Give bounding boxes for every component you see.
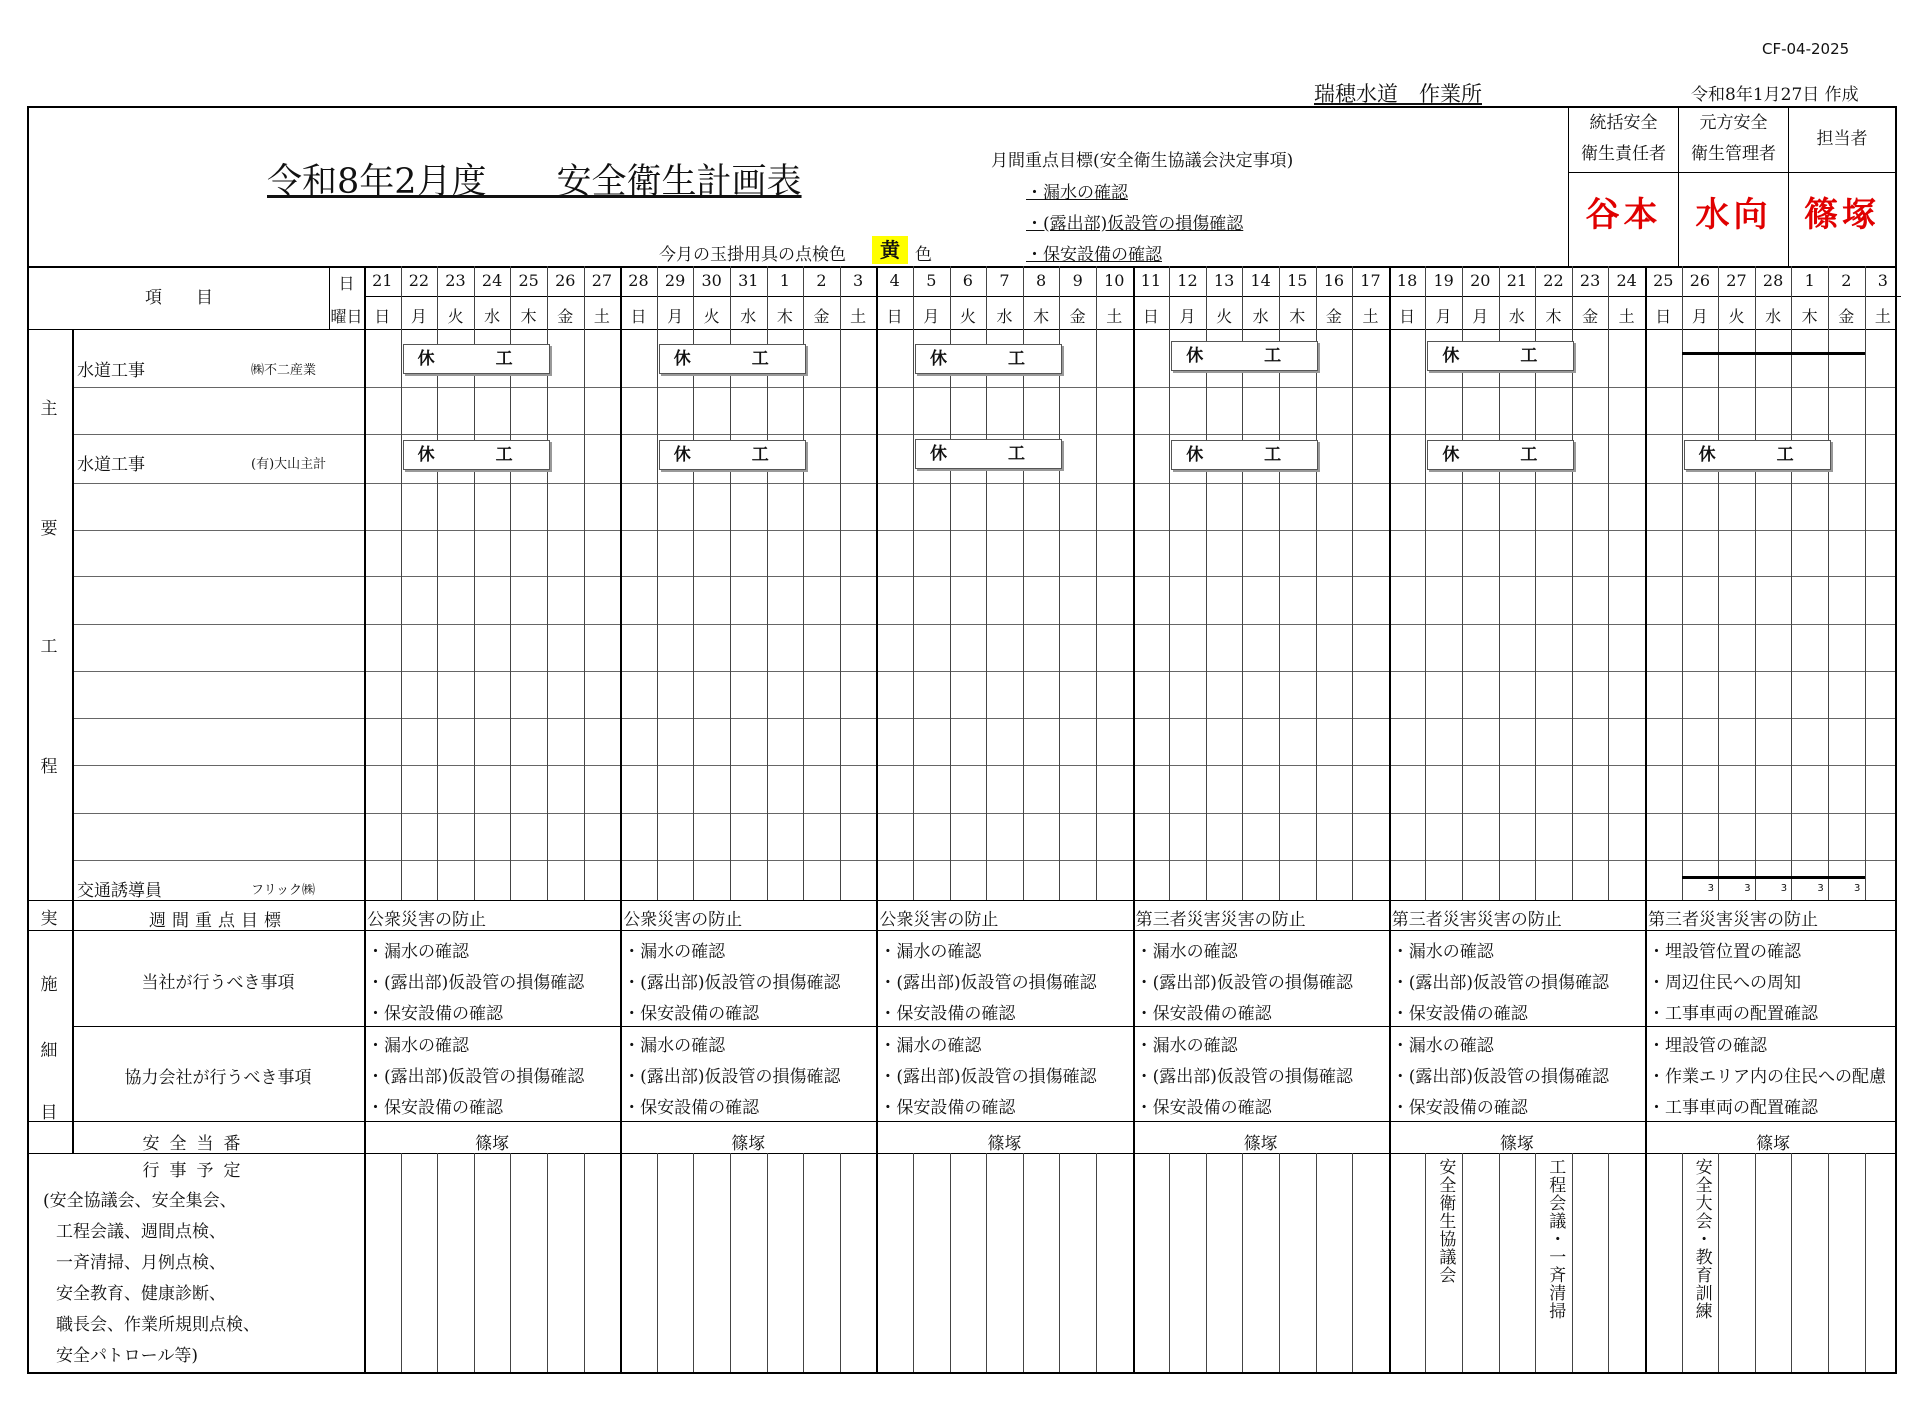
signature-stamp: 谷本 <box>1585 195 1662 235</box>
scheduled-event: 安全衛生協議会 <box>1435 1158 1456 1284</box>
day-number: 20 <box>1470 271 1491 290</box>
weekday-cell: 金 <box>1325 307 1342 326</box>
weekday-cell: 土 <box>593 307 610 326</box>
weekday-cell: 金 <box>1838 307 1855 326</box>
safety-duty-name: 篠塚 <box>1243 1134 1278 1154</box>
event-day-line <box>547 1153 548 1372</box>
event-day-line <box>1718 1153 1719 1372</box>
our-task-item: ・保安設備の確認 <box>623 1004 760 1024</box>
day-number: 1 <box>779 271 790 290</box>
work-row-rule <box>72 434 1895 435</box>
work-row-rule <box>72 387 1895 388</box>
our-task-item: ・保安設備の確認 <box>1135 1004 1272 1024</box>
weekday-cell: 火 <box>959 307 976 326</box>
schedule-grid <box>29 108 1895 1372</box>
safety-duty-name: 篠塚 <box>731 1134 766 1154</box>
section-label-main: 工 <box>40 637 58 657</box>
event-day-line <box>840 1153 841 1372</box>
work-name: 水道工事 <box>77 455 145 475</box>
holiday-box: 休 工 <box>1427 341 1574 371</box>
day-number: 27 <box>591 271 613 290</box>
weekday-cell: 金 <box>813 307 830 326</box>
work-row-rule <box>72 624 1895 625</box>
guard-period-bar <box>1682 876 1865 879</box>
day-column-line <box>1645 266 1647 900</box>
weekday-cell: 月 <box>410 307 427 326</box>
weekday-cell: 水 <box>1508 307 1525 326</box>
weekly-goal: 公衆災害の防止 <box>879 910 999 930</box>
weekday-cell: 土 <box>1106 307 1123 326</box>
event-day-line <box>1682 1153 1683 1372</box>
weekly-goal: 第三者災害災害の防止 <box>1391 910 1562 930</box>
partner-task-item: ・工事車両の配置確認 <box>1648 1098 1818 1118</box>
weekday-cell: 火 <box>703 307 720 326</box>
section-label-main: 主 <box>40 399 58 419</box>
our-task-item: ・保安設備の確認 <box>879 1004 1016 1024</box>
day-column-line <box>1865 266 1866 900</box>
weekday-cell: 火 <box>1216 307 1233 326</box>
event-day-line <box>474 1153 475 1372</box>
weekday-cell: 木 <box>520 307 537 326</box>
day-column-line <box>657 266 658 900</box>
day-number: 31 <box>738 271 759 290</box>
partner-task-item: ・(露出部)仮設管の損傷確認 <box>1391 1067 1610 1087</box>
day-header: 日 <box>338 274 355 293</box>
our-task-item: ・(露出部)仮設管の損傷確認 <box>367 973 585 993</box>
inspection-color-suffix: 色 <box>915 245 932 265</box>
guard-count: 3 <box>1744 883 1751 894</box>
partner-task-item: ・(露出部)仮設管の損傷確認 <box>879 1067 1097 1087</box>
event-day-line <box>1023 1153 1024 1372</box>
weekday-cell: 月 <box>1435 307 1452 326</box>
day-number: 2 <box>816 271 827 290</box>
monthly-goal-item: ・漏水の確認 <box>1026 183 1128 203</box>
work-company: フリック㈱ <box>251 883 315 898</box>
our-task-item: ・漏水の確認 <box>623 942 726 962</box>
partner-task-item: ・(露出部)仮設管の損傷確認 <box>623 1067 841 1087</box>
weekly-goal: 公衆災害の防止 <box>367 910 486 930</box>
guard-count: 3 <box>1817 883 1824 894</box>
day-number: 28 <box>628 271 649 290</box>
weekday-cell: 日 <box>630 307 647 326</box>
item-header: 項 目 <box>145 288 213 308</box>
monthly-goal-item: ・保安設備の確認 <box>1026 245 1162 265</box>
our-task-item: ・保安設備の確認 <box>1391 1004 1528 1024</box>
day-column-line <box>876 266 878 900</box>
event-day-line <box>693 1153 694 1372</box>
holiday-box: 休 工 <box>915 439 1062 469</box>
our-task-item: ・漏水の確認 <box>367 942 469 962</box>
event-day-line <box>1791 1153 1792 1372</box>
holiday-box: 休 工 <box>915 344 1062 374</box>
section-label-main: 要 <box>40 519 58 539</box>
day-number: 8 <box>1036 271 1047 290</box>
holiday-box: 休 工 <box>659 440 806 470</box>
day-number: 9 <box>1072 271 1083 290</box>
signature-role: 元方安全 <box>1699 113 1768 133</box>
day-number: 23 <box>1579 271 1601 290</box>
event-day-line <box>986 1153 987 1372</box>
event-day-line <box>1828 1153 1829 1372</box>
work-row-rule <box>72 671 1895 672</box>
weekday-cell: 金 <box>557 307 574 326</box>
day-number: 24 <box>481 271 503 290</box>
our-task-item: ・漏水の確認 <box>1135 942 1238 962</box>
main-work-end-rule <box>29 900 1895 901</box>
work-row-rule <box>72 483 1895 484</box>
partner-task-item: ・保安設備の確認 <box>879 1098 1016 1118</box>
signature-stamp: 水向 <box>1695 195 1772 235</box>
our-task-item: ・保安設備の確認 <box>367 1004 503 1024</box>
our-task-item: ・埋設管位置の確認 <box>1648 942 1801 962</box>
day-number: 28 <box>1762 271 1784 290</box>
day-column-line <box>1169 266 1170 900</box>
work-name: 水道工事 <box>77 361 145 381</box>
our-tasks-label: 当社が行うべき事項 <box>141 973 295 993</box>
weekday-cell: 日 <box>1655 307 1672 326</box>
day-number: 13 <box>1213 271 1235 290</box>
event-day-line <box>730 1153 731 1372</box>
weekday-cell: 日 <box>886 307 903 326</box>
our-task-rule <box>72 1026 1895 1027</box>
event-day-line <box>1865 1153 1866 1372</box>
event-day-line <box>803 1153 804 1372</box>
weekday-cell: 火 <box>447 307 464 326</box>
partner-task-item: ・漏水の確認 <box>1135 1036 1238 1056</box>
day-number: 19 <box>1433 271 1454 290</box>
day-number: 22 <box>408 271 430 290</box>
weekday-cell: 土 <box>1362 307 1379 326</box>
document-id: CF-04-2025 <box>1762 40 1850 58</box>
work-row-rule <box>72 860 1895 861</box>
event-day-line <box>1279 1153 1280 1372</box>
day-column-line <box>1133 266 1135 900</box>
signature-role: 衛生責任者 <box>1581 144 1666 164</box>
day-number: 29 <box>664 271 686 290</box>
event-day-line <box>1169 1153 1170 1372</box>
day-number: 23 <box>445 271 466 290</box>
partner-tasks-label: 協力会社が行うべき事項 <box>124 1068 312 1088</box>
partner-task-item: ・漏水の確認 <box>879 1036 982 1056</box>
event-day-line <box>657 1153 658 1372</box>
work-name: 交通誘導員 <box>77 881 162 901</box>
weekday-cell: 日 <box>374 307 391 326</box>
event-day-line <box>1572 1153 1573 1372</box>
weekday-cell: 土 <box>850 307 867 326</box>
weekday-cell: 土 <box>1874 307 1891 326</box>
day-column-line <box>584 266 585 900</box>
weekday-cell: 水 <box>996 307 1013 326</box>
day-number: 7 <box>999 271 1010 290</box>
day-column-line <box>1791 266 1792 900</box>
day-column-line <box>1352 266 1353 900</box>
weekday-cell: 月 <box>1472 307 1489 326</box>
weekday-cell: 木 <box>1033 307 1050 326</box>
created-date: 令和8年1月27日 作成 <box>1691 85 1859 105</box>
weekly-goal: 第三者災害災害の防止 <box>1648 910 1818 930</box>
weekday-row-rule <box>29 329 1895 330</box>
weekly-goal-label: 週間重点目標 <box>149 911 287 931</box>
events-description: (安全協議会、安全集会、 <box>43 1191 237 1211</box>
partner-task-item: ・保安設備の確認 <box>367 1098 503 1118</box>
day-column-line <box>1828 266 1829 900</box>
partner-task-item: ・作業エリア内の住民への配慮 <box>1648 1067 1886 1087</box>
event-day-line <box>437 1153 438 1372</box>
day-number: 21 <box>372 271 393 290</box>
event-day-line <box>913 1153 914 1372</box>
day-column-line <box>1096 266 1097 900</box>
our-task-item: ・(露出部)仮設管の損傷確認 <box>879 973 1097 993</box>
safety-duty-name: 篠塚 <box>987 1134 1022 1154</box>
day-number: 12 <box>1177 271 1198 290</box>
day-column-line <box>1718 266 1719 900</box>
event-day-line <box>1499 1153 1500 1372</box>
day-number: 17 <box>1360 271 1381 290</box>
table-top-rule <box>29 266 1895 268</box>
our-task-item: ・周辺住民への周知 <box>1648 973 1801 993</box>
our-task-item: ・工事車両の配置確認 <box>1648 1004 1818 1024</box>
event-day-line <box>1316 1153 1317 1372</box>
holiday-box: 休 工 <box>1427 440 1574 470</box>
our-task-item: ・(露出部)仮設管の損傷確認 <box>623 973 841 993</box>
guard-count: 3 <box>1707 883 1714 894</box>
event-day-line <box>1462 1153 1463 1372</box>
event-day-line <box>1425 1153 1426 1372</box>
event-day-line <box>1608 1153 1609 1372</box>
day-column-line <box>913 266 914 900</box>
day-number: 16 <box>1323 271 1345 290</box>
day-number: 3 <box>1877 271 1888 290</box>
day-number: 15 <box>1287 271 1308 290</box>
day-number: 5 <box>926 271 937 290</box>
weekday-cell: 金 <box>1069 307 1086 326</box>
weekday-cell: 水 <box>1765 307 1782 326</box>
weekday-cell: 水 <box>740 307 757 326</box>
work-row-rule <box>72 765 1895 766</box>
weekday-cell: 月 <box>1179 307 1196 326</box>
day-column-line <box>620 266 622 900</box>
day-number: 11 <box>1140 271 1162 290</box>
safety-duty-name: 篠塚 <box>1499 1134 1534 1154</box>
weekday-cell: 日 <box>1142 307 1159 326</box>
holiday-box: 休 工 <box>659 344 806 374</box>
work-row-rule <box>72 813 1895 814</box>
event-day-line <box>1206 1153 1207 1372</box>
event-day-line <box>950 1153 951 1372</box>
partner-task-item: ・漏水の確認 <box>1391 1036 1494 1056</box>
work-row-rule <box>72 530 1895 531</box>
date-grid-left <box>364 266 366 900</box>
left-section-divider <box>72 329 74 1153</box>
day-number: 25 <box>1653 271 1674 290</box>
safety-duty-name: 篠塚 <box>1756 1134 1791 1154</box>
day-column-line <box>1389 266 1391 900</box>
events-title: 行事予定 <box>142 1161 251 1181</box>
our-task-item: ・漏水の確認 <box>879 942 982 962</box>
holiday-box: 休 工 <box>1171 440 1318 470</box>
weekday-cell: 木 <box>1545 307 1562 326</box>
signature-role: 衛生管理者 <box>1691 144 1776 164</box>
section-label-main: 程 <box>40 757 58 777</box>
inspection-color-label: 今月の玉掛用具の点検色 <box>659 245 846 265</box>
day-number: 30 <box>701 271 722 290</box>
day-column-line <box>1608 266 1609 900</box>
partner-task-item: ・保安設備の確認 <box>1135 1098 1272 1118</box>
weekday-cell: 金 <box>1582 307 1599 326</box>
section-label-details: 細 <box>40 1041 58 1061</box>
our-task-item: ・漏水の確認 <box>1391 942 1494 962</box>
weekday-cell: 木 <box>1801 307 1818 326</box>
signature-role: 統括安全 <box>1589 113 1658 133</box>
day-number: 27 <box>1726 271 1747 290</box>
day-number: 2 <box>1841 271 1852 290</box>
holiday-box: 休 工 <box>403 344 550 374</box>
our-task-item: ・(露出部)仮設管の損傷確認 <box>1391 973 1610 993</box>
day-number: 21 <box>1506 271 1528 290</box>
day-column-line <box>1425 266 1426 900</box>
inspection-color-chip: 黄 <box>872 236 908 264</box>
event-day-line <box>1535 1153 1536 1372</box>
partner-task-item: ・漏水の確認 <box>623 1036 726 1056</box>
day-number: 1 <box>1804 271 1815 290</box>
weekday-cell: 土 <box>1618 307 1635 326</box>
section-label-details: 実 <box>40 909 58 929</box>
events-description: 安全パトロール等) <box>56 1346 198 1366</box>
weekday-header: 曜日 <box>330 307 363 326</box>
event-day-line <box>510 1153 511 1372</box>
monthly-goal-heading: 月間重点目標(安全衛生協議会決定事項) <box>991 151 1294 171</box>
holiday-box: 休 工 <box>1171 341 1318 371</box>
day-number: 14 <box>1250 271 1271 290</box>
day-number: 10 <box>1104 271 1125 290</box>
section-label-details: 目 <box>40 1103 58 1123</box>
events-description: 一斉清掃、月例点検、 <box>56 1253 226 1273</box>
day-number: 26 <box>1689 271 1711 290</box>
work-row-rule <box>72 576 1895 577</box>
signature-role: 担当者 <box>1816 129 1868 149</box>
day-number: 22 <box>1543 271 1564 290</box>
safety-duty-name: 篠塚 <box>475 1134 510 1154</box>
events-description: 職長会、作業所規則点検、 <box>56 1315 260 1335</box>
weekly-goal: 第三者災害災害の防止 <box>1135 910 1306 930</box>
day-column-line <box>840 266 841 900</box>
scheduled-event: 工程会議・一斉清掃 <box>1545 1158 1566 1320</box>
day-number: 24 <box>1616 271 1637 290</box>
event-day-line <box>1755 1153 1756 1372</box>
day-column-line <box>1755 266 1756 900</box>
day-number: 26 <box>555 271 576 290</box>
event-day-line <box>767 1153 768 1372</box>
work-row-rule <box>72 718 1895 719</box>
monthly-goal-item: ・(露出部)仮設管の損傷確認 <box>1026 214 1244 234</box>
office-name: 瑞穂水道 作業所 <box>1314 82 1482 106</box>
event-day-line <box>1096 1153 1097 1372</box>
partner-task-item: ・(露出部)仮設管の損傷確認 <box>367 1067 585 1087</box>
signature-stamp: 篠塚 <box>1804 195 1880 235</box>
weekday-cell: 日 <box>1399 307 1416 326</box>
guard-count: 3 <box>1780 883 1788 894</box>
events-description: 工程会議、週間点検、 <box>56 1222 226 1242</box>
our-task-item: ・(露出部)仮設管の損傷確認 <box>1135 973 1353 993</box>
weekday-cell: 火 <box>1728 307 1745 326</box>
partner-task-item: ・漏水の確認 <box>367 1036 469 1056</box>
day-column-line <box>401 266 402 900</box>
scheduled-event: 安全大会・教育訓練 <box>1691 1158 1712 1320</box>
work-company: ㈱不二産業 <box>251 363 317 378</box>
partner-task-item: ・保安設備の確認 <box>623 1098 760 1118</box>
partner-task-item: ・保安設備の確認 <box>1391 1098 1528 1118</box>
weekday-cell: 月 <box>923 307 940 326</box>
guard-count: 3 <box>1854 883 1861 894</box>
weekday-cell: 月 <box>1691 307 1708 326</box>
holiday-box: 休 工 <box>1684 440 1831 470</box>
page-title: 令和8年2月度 安全衛生計画表 <box>267 162 802 202</box>
event-day-line <box>401 1153 402 1372</box>
weekday-cell: 木 <box>1289 307 1306 326</box>
work-company: (有)大山主計 <box>251 457 327 472</box>
day-number: 25 <box>518 271 539 290</box>
weekday-cell: 水 <box>484 307 501 326</box>
work-period-bar <box>1682 352 1865 355</box>
event-day-line <box>1242 1153 1243 1372</box>
event-day-line <box>1059 1153 1060 1372</box>
day-column-line <box>1682 266 1683 900</box>
day-number: 18 <box>1396 271 1418 290</box>
partner-task-item: ・埋設管の確認 <box>1648 1036 1767 1056</box>
day-number: 6 <box>962 271 973 290</box>
event-day-line <box>584 1153 585 1372</box>
weekday-cell: 月 <box>667 307 684 326</box>
weekday-cell: 木 <box>776 307 793 326</box>
safety-plan-sheet <box>27 106 1897 1374</box>
weekday-cell: 水 <box>1252 307 1269 326</box>
weekly-goal: 公衆災害の防止 <box>623 910 743 930</box>
safety-duty-label: 安全当番 <box>142 1134 251 1154</box>
event-day-line <box>1352 1153 1353 1372</box>
events-description: 安全教育、健康診断、 <box>56 1284 226 1304</box>
day-number: 3 <box>853 271 864 290</box>
section-label-details: 施 <box>40 975 58 995</box>
day-number: 4 <box>889 271 900 290</box>
partner-task-item: ・(露出部)仮設管の損傷確認 <box>1135 1067 1353 1087</box>
partner-task-rule <box>29 1121 1895 1122</box>
holiday-box: 休 工 <box>403 440 550 470</box>
